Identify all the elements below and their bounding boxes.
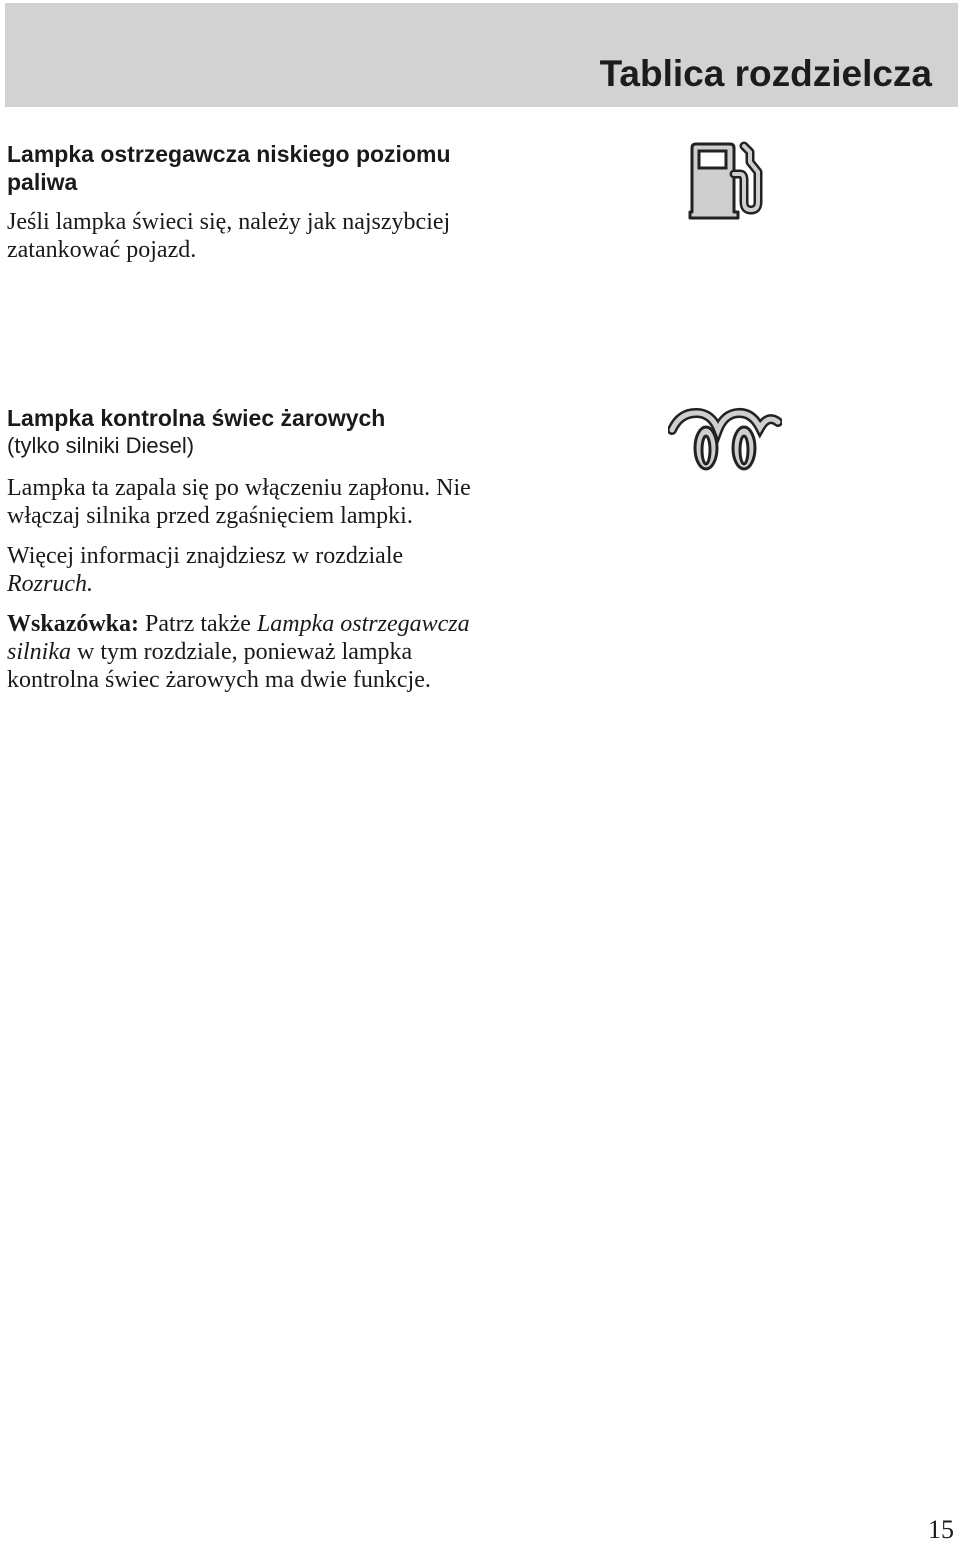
starting-chapter-ref: Rozruch. [7, 571, 93, 597]
page-title: Tablica rozdzielcza [599, 53, 932, 94]
glow-plug-subheading: (tylko silniki Diesel) [7, 433, 195, 458]
glow-plug-section [7, 404, 477, 694]
glow-plug-icon [668, 404, 782, 476]
note-text-2: w tym rozdziale, ponieważ lampka kontrolna świec żarowych ma dwie funkcje. [7, 639, 431, 693]
note-text-1: Patrz także [139, 611, 257, 637]
more-info-text: Więcej informacji znajdziesz w rozdziale [7, 543, 404, 569]
header-banner [5, 3, 958, 107]
fuel-warning-text: Jeśli lampka świeci się, należy jak najszybciej zatankować pojazd. [7, 209, 451, 263]
note-label: Wskazówka: [7, 611, 140, 637]
glow-plug-text: Lampka ta zapala się po włączeniu zapłonu. Nie włączaj silnika przed zgaśnięciem lampki. [7, 475, 471, 529]
glow-plug-note [7, 610, 477, 694]
glow-plug-more-info [7, 542, 477, 598]
fuel-warning-heading: Lampka ostrzegawcza niskiego poziomu paliwa [7, 141, 451, 195]
fuel-warning-section [7, 140, 477, 264]
engine-warning-ref: Lampka ostrzegawcza silnika [7, 611, 470, 665]
page-number: 15 [928, 1515, 954, 1544]
glow-plug-heading: Lampka kontrolna świec żarowych [7, 405, 386, 431]
fuel-pump-icon [686, 140, 766, 222]
